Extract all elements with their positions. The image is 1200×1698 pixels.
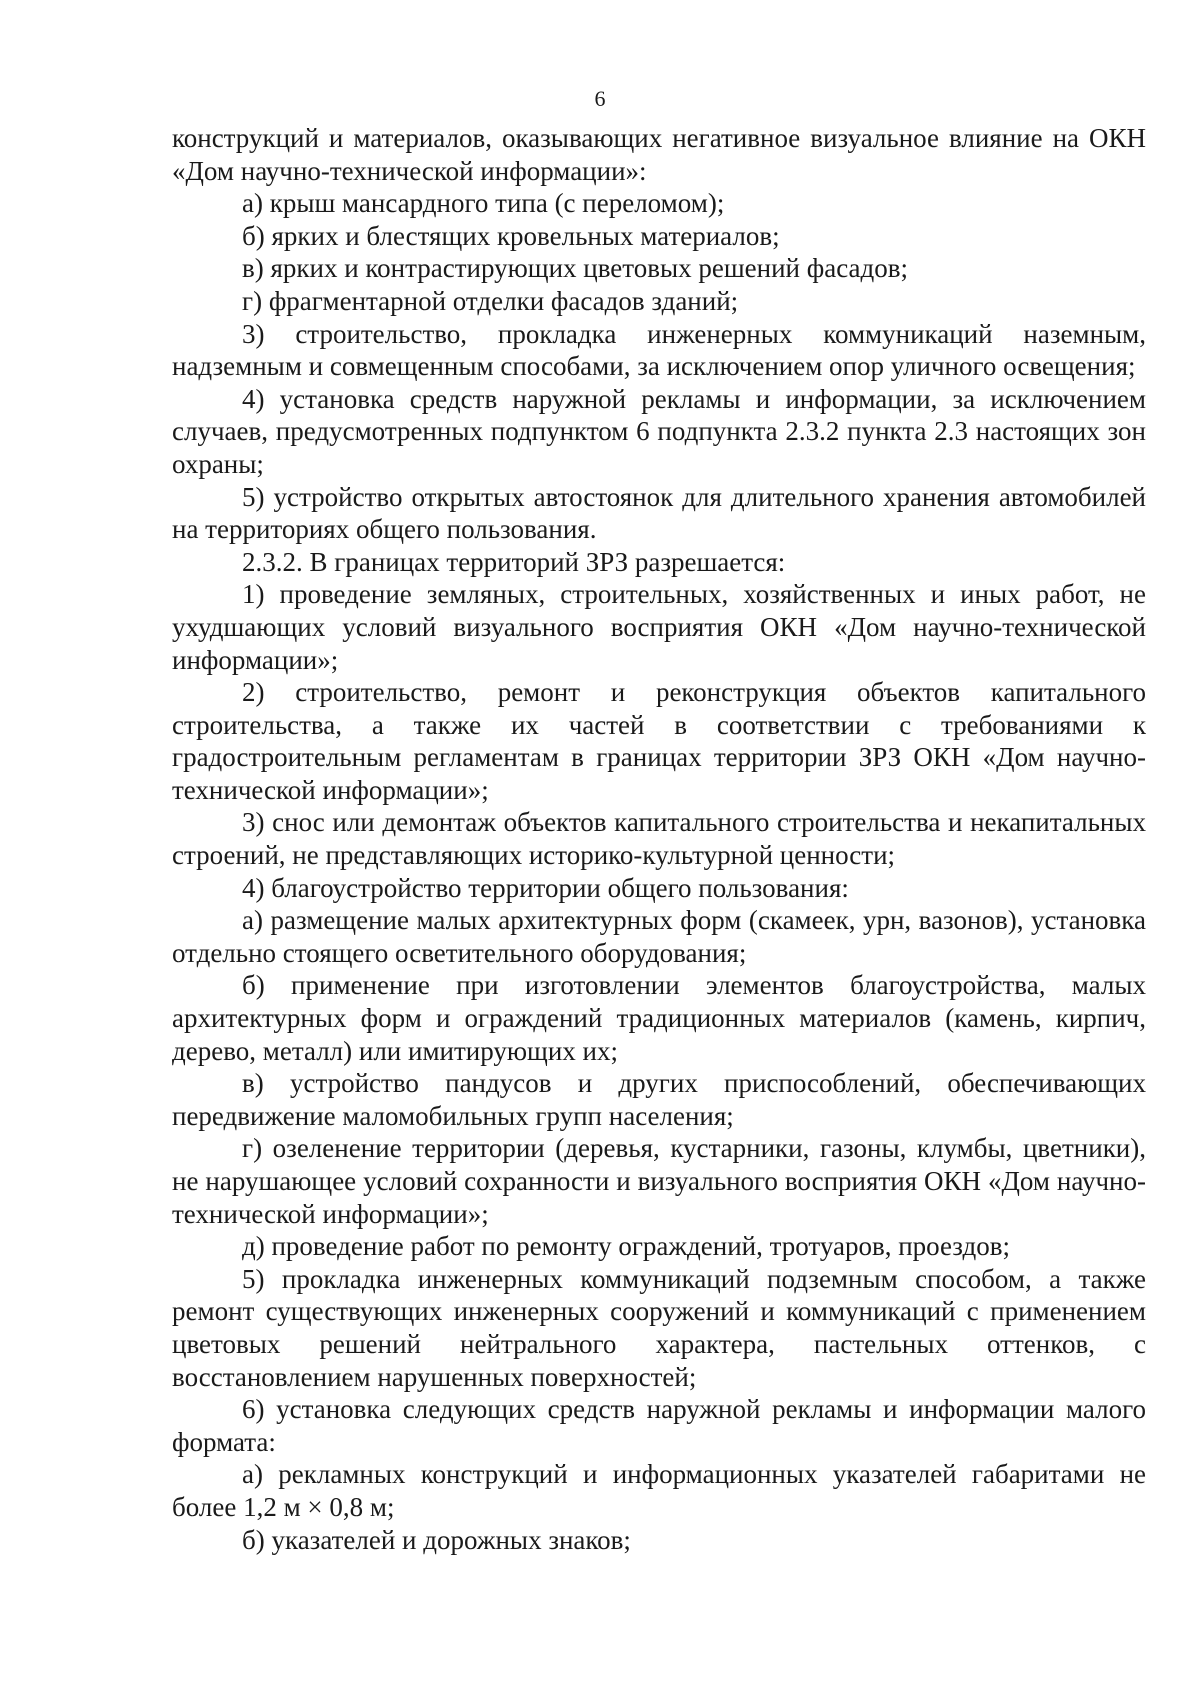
paragraph: д) проведение работ по ремонту ограждений, тротуаров, проездов; <box>242 1231 1010 1262</box>
paragraph: 5) прокладка инженерных коммуникаций подземным способом, а также ремонт существующих инженерных сооружений и коммуникаций с применением цветовых решений нейтрального характера, пастельных оттенков, с восстановлением нарушенных поверхностей; <box>172 1263 1146 1392</box>
paragraph: 6) установка следующих средств наружной рекламы и информации малого формата: <box>172 1394 1146 1457</box>
paragraph: а) рекламных конструкций и информационных указателей габаритами не более 1,2 м × 0,8 м; <box>172 1459 1146 1522</box>
paragraph: 5) устройство открытых автостоянок для длительного хранения автомобилей на территориях общего пользования. <box>172 481 1146 545</box>
section-heading: 2.3.2. В границах территорий ЗРЗ разрешается: <box>242 546 786 577</box>
paragraph: а) крыш мансардного типа (с переломом); <box>242 188 725 219</box>
paragraph: 3) строительство, прокладка инженерных коммуникаций наземным, надземным и совмещенным способами, за исключением опор уличного освещения; <box>172 318 1146 382</box>
paragraph: б) ярких и блестящих кровельных материалов; <box>242 220 780 251</box>
paragraph: г) фрагментарной отделки фасадов зданий; <box>242 285 739 316</box>
paragraph: 4) установка средств наружной рекламы и информации, за исключением случаев, предусмотренных подпунктом 6 подпункта 2.3.2 пункта 2.3 настоящих зон охраны; <box>172 383 1146 479</box>
paragraph: а) размещение малых архитектурных форм (скамеек, урн, вазонов), установка отдельно стоящего осветительного оборудования; <box>172 905 1146 968</box>
document-body <box>172 122 1146 1556</box>
paragraph: б) указателей и дорожных знаков; <box>242 1524 631 1555</box>
paragraph: в) ярких и контрастирующих цветовых решений фасадов; <box>242 253 908 284</box>
paragraph: 4) благоустройство территории общего пользования: <box>242 872 849 903</box>
paragraph: 1) проведение земляных, строительных, хозяйственных и иных работ, не ухудшающих условий визуального восприятия ОКН «Дом научно-технической информации»; <box>172 579 1146 675</box>
paragraph: 2) строительство, ремонт и реконструкция объектов капитального строительства, а также их частей в соответствии с требованиями к градостроительным регламентам в границах территории ЗРЗ ОКН «Дом научно-технической информации»; <box>172 677 1146 805</box>
paragraph: г) озеленение территории (деревья, кустарники, газоны, клумбы, цветники), не нарушающее условий сохранности и визуального восприятия ОКН «Дом научно-технической информации»; <box>172 1133 1146 1229</box>
paragraph: в) устройство пандусов и других приспособлений, обеспечивающих передвижение маломобильных групп населения; <box>172 1068 1146 1131</box>
page-number: 6 <box>594 86 606 111</box>
paragraph: б) применение при изготовлении элементов благоустройства, малых архитектурных форм и ограждений традиционных материалов (камень, кирпич, дерево, металл) или имитирующих их; <box>172 970 1146 1066</box>
paragraph: конструкций и материалов, оказывающих негативное визуальное влияние на ОКН «Дом научно-технической информации»: <box>172 123 1146 186</box>
paragraph: 3) снос или демонтаж объектов капитального строительства и некапитальных строений, не представляющих историко-культурной ценности; <box>172 807 1146 871</box>
